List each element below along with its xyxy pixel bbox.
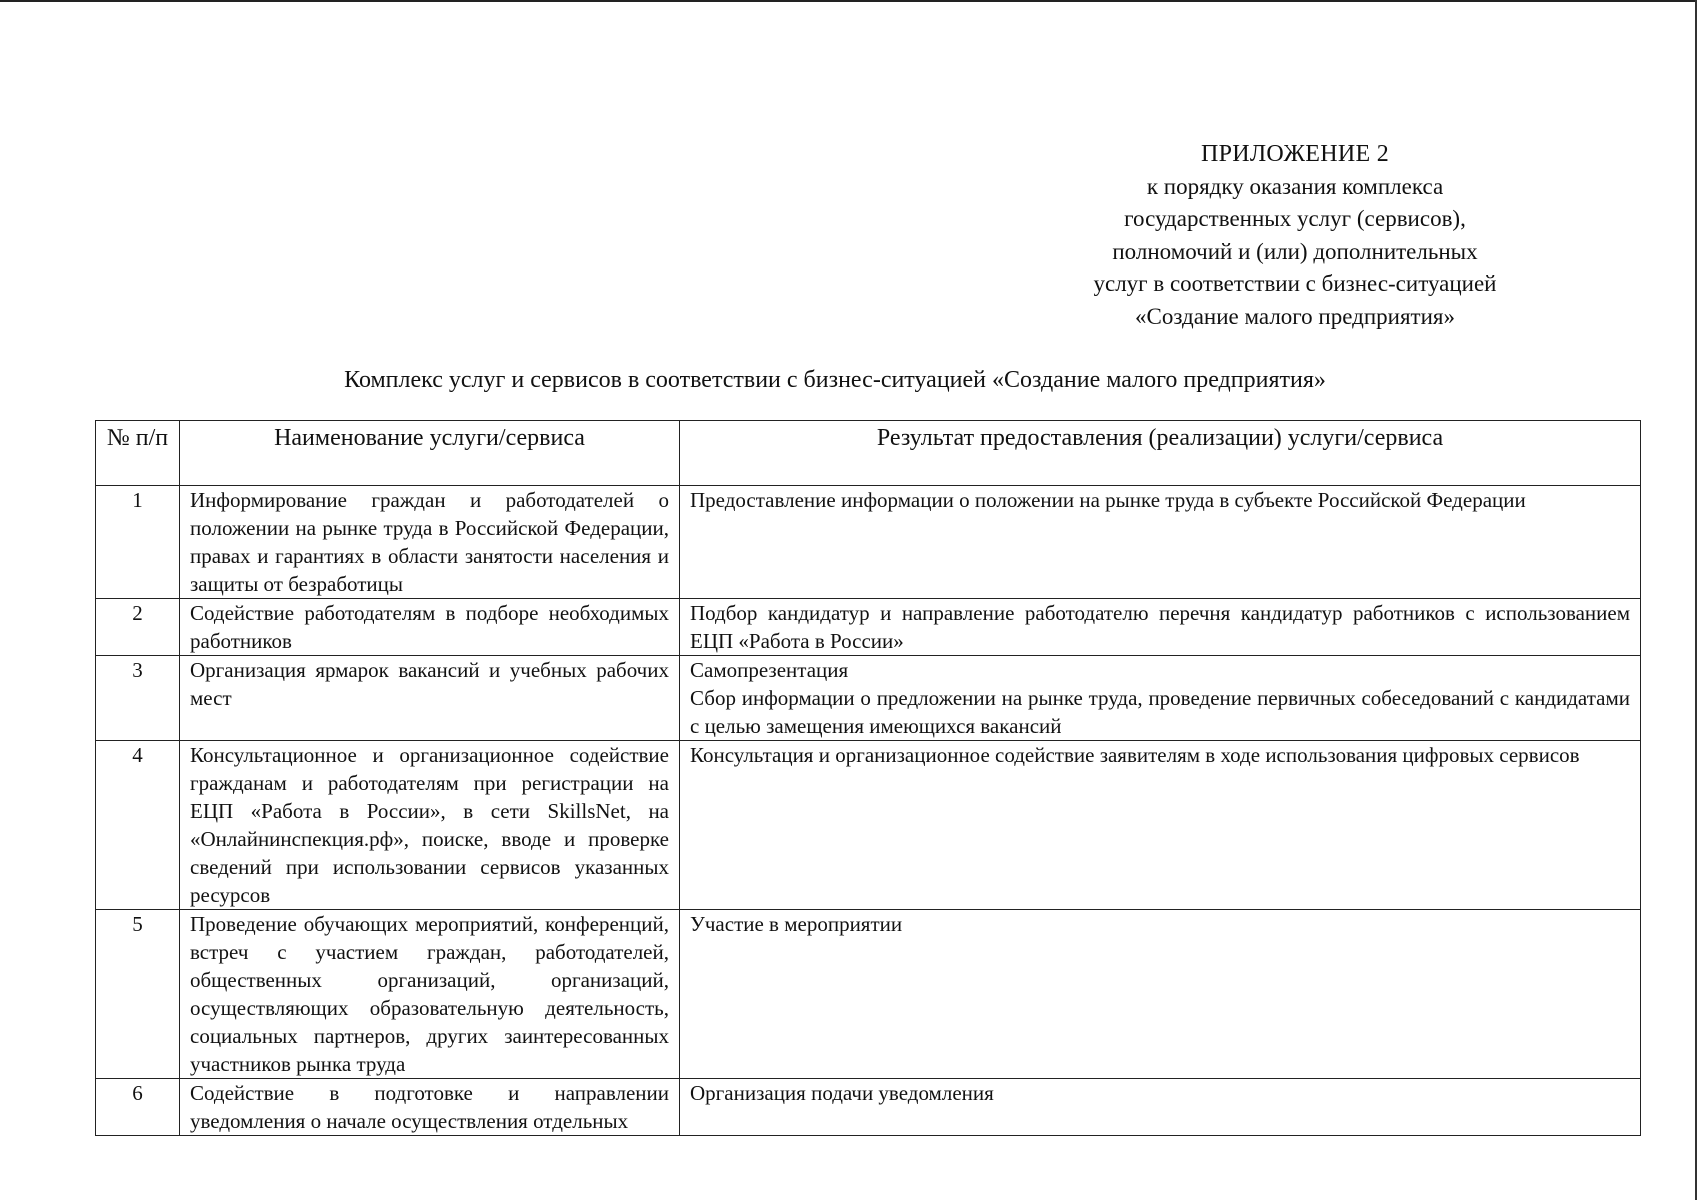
result-line: Организация подачи уведомления — [690, 1081, 994, 1105]
table-row — [96, 599, 1641, 656]
table-row — [96, 1079, 1641, 1136]
annex-line: государственных услуг (сервисов), — [1124, 206, 1466, 231]
header-result: Результат предоставления (реализации) услуги/сервиса — [680, 421, 1641, 486]
table-row — [96, 486, 1641, 599]
table-row — [96, 656, 1641, 741]
header-name: Наименование услуги/сервиса — [180, 421, 680, 486]
row-number: 6 — [96, 1079, 180, 1136]
services-table — [95, 420, 1641, 1136]
row-number: 3 — [96, 656, 180, 741]
annex-header — [1060, 138, 1530, 333]
result-line: Подбор кандидатур и направление работодателю перечня кандидатур работников с использованием ЕЦП «Работа в России» — [690, 601, 1630, 653]
result-line: Сбор информации о предложении на рынке труда, проведение первичных собеседований с кандидатами с целью замещения имеющихся вакансий — [690, 686, 1630, 738]
annex-line: услуг в соответствии с бизнес-ситуацией — [1093, 271, 1497, 296]
table-header-row — [96, 421, 1641, 486]
service-name: Информирование граждан и работодателей о положении на рынке труда в Российской Федерации, правах и гарантиях в области занятости населения и защиты от безработицы — [180, 486, 680, 599]
result-line: Консультация и организационное содействие заявителям в ходе использования цифровых сервисов — [690, 743, 1580, 767]
document-title: Комплекс услуг и сервисов в соответствии с бизнес-ситуацией «Создание малого предприятия» — [344, 367, 1326, 393]
result-line: Участие в мероприятии — [690, 912, 903, 936]
annex-title: ПРИЛОЖЕНИЕ 2 — [1200, 141, 1390, 167]
service-name: Содействие работодателям в подборе необходимых работников — [180, 599, 680, 656]
service-name: Консультационное и организационное содействие гражданам и работодателям при регистрации на ЕЦП «Работа в России», в сети SkillsNet, на «Онлайнинспекция.рф», поиске, вводе и проверке сведений при использовании сервисов указанных ресурсов — [180, 741, 680, 910]
row-number: 1 — [96, 486, 180, 599]
annex-line: полномочий и (или) дополнительных — [1112, 238, 1478, 264]
result-line: Самопрезентация — [690, 658, 849, 682]
service-result — [680, 741, 1641, 910]
annex-line: к порядку оказания комплекса — [1146, 173, 1444, 199]
header-number: № п/п — [96, 421, 180, 486]
row-number: 5 — [96, 910, 180, 1079]
table-row — [96, 741, 1641, 910]
service-result — [680, 486, 1641, 599]
service-result — [680, 910, 1641, 1079]
table-row — [96, 910, 1641, 1079]
service-result — [680, 599, 1641, 656]
annex-line: «Создание малого предприятия» — [1135, 303, 1455, 329]
service-result — [680, 656, 1641, 741]
service-result — [680, 1079, 1641, 1136]
result-line: Предоставление информации о положении на рынке труда в субъекте Российской Федерации — [690, 488, 1526, 512]
service-name: Проведение обучающих мероприятий, конференций, встреч с участием граждан, работодателей, общественных организаций, организаций, осуществляющих образовательную деятельность, социальных партнеров, других заинтересованных участников рынка труда — [180, 910, 680, 1079]
row-number: 2 — [96, 599, 180, 656]
service-name: Содействие в подготовке и направлении уведомления о начале осуществления отдельных — [180, 1079, 680, 1136]
scan-top-edge — [0, 0, 1697, 2]
service-name: Организация ярмарок вакансий и учебных рабочих мест — [180, 656, 680, 741]
row-number: 4 — [96, 741, 180, 910]
